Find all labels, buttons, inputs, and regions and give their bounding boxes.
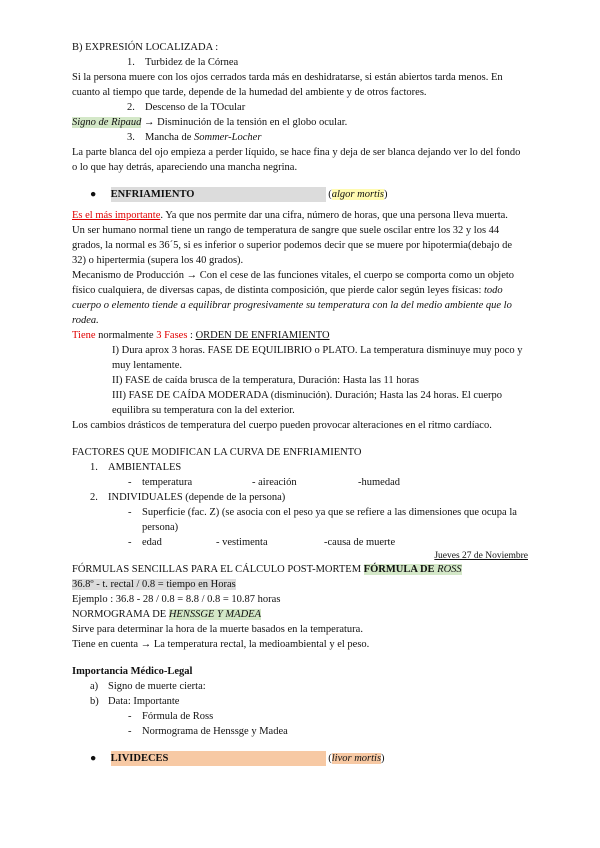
fases-colon: : bbox=[187, 330, 196, 341]
amb-humedad: -humedad bbox=[358, 477, 400, 488]
enfriamiento-title: ENFRIAMIENTO bbox=[111, 187, 326, 202]
list-number: 1. bbox=[90, 462, 98, 473]
dash: - bbox=[128, 507, 132, 518]
mecanismo-text: Mecanismo de Producción → Con el cese de las funciones vitales, el cuerpo se comporta como un objeto físico cualquiera, de diversas capas, de distinta composición, que pierde calor según leyes físicas: bbox=[72, 270, 515, 296]
ambientales-label: AMBIENTALES bbox=[108, 462, 182, 473]
list-item-turbidez bbox=[72, 55, 528, 70]
tiene-red: Tiene bbox=[72, 330, 96, 341]
individuales-superficie bbox=[72, 505, 528, 535]
list-number: 1. bbox=[127, 57, 135, 68]
signo-ripaud-text: → Disminución de la tensión en el globo ocular. bbox=[144, 117, 348, 128]
list-text: Descenso de la TOcular bbox=[145, 102, 246, 113]
fase-2: II) FASE de caída brusca de la temperatura, Duración: Hasta las 11 horas bbox=[112, 375, 420, 386]
fase-3: III) FASE DE CAÍDA MODERADA (disminución). Duración; Hasta las 24 horas. El cuerpo equilibra su temperatura con la del exterior. bbox=[112, 390, 502, 416]
bullet-icon: ● bbox=[90, 753, 97, 764]
list-letter: a) bbox=[90, 681, 99, 692]
list-item-mancha bbox=[72, 130, 528, 145]
importancia-b-text: Data: Importante bbox=[108, 696, 180, 707]
factores-individuales bbox=[72, 490, 528, 505]
enfriamiento-heading bbox=[72, 187, 528, 202]
importancia-b bbox=[72, 694, 528, 709]
normograma-tiene: Tiene en cuenta → La temperatura rectal, la medioambiental y el peso. bbox=[72, 639, 370, 650]
ind-causa: -causa de muerte bbox=[324, 537, 396, 548]
paren-open: ( bbox=[328, 753, 332, 764]
importancia-ross bbox=[72, 709, 528, 724]
livor-mortis: livor mortis bbox=[331, 753, 382, 764]
individuales-list bbox=[72, 535, 528, 550]
paragraph-mecanismo bbox=[72, 268, 528, 328]
amb-aireacion: - aireación bbox=[252, 477, 297, 488]
importante-rest: . Ya que nos permite dar una cifra, número de horas, que una persona lleva muerta. bbox=[160, 210, 508, 221]
ross-text: Fórmula de Ross bbox=[142, 711, 214, 722]
list-text: Mancha de bbox=[145, 132, 194, 143]
ind-vestimenta: - vestimenta bbox=[216, 537, 268, 548]
list-number: 2. bbox=[127, 102, 135, 113]
tiene-mid: normalmente bbox=[95, 330, 157, 341]
paragraph-mancha: La parte blanca del ojo empieza a perder líquido, se hace fina y deja de ser blanca dejando ver lo del fondo o lo que hay detrás, apareciendo una mancha negrina. bbox=[72, 147, 521, 173]
section-b-title: B) EXPRESIÓN LOCALIZADA : bbox=[72, 42, 219, 53]
signo-ripaud-highlight: Signo de Ripaud bbox=[72, 117, 142, 128]
normograma-text: Normograma de Henssge y Madea bbox=[142, 726, 288, 737]
list-letter: b) bbox=[90, 696, 99, 707]
paragraph-cambios: Los cambios drásticos de temperatura del cuerpo pueden provocar alteraciones en el ritmo cardíaco. bbox=[72, 420, 492, 431]
paragraph-temperatura: Un ser humano normal tiene un rango de temperatura de sangre que suele oscilar entre los 32 y los 44 grados, la normal es 36´5, si es inferior o superior podemos decir que se muere por hipotermia(debajo de 32) o hipertermia (supera los 40 grados). bbox=[72, 225, 512, 266]
algor-mortis: algor mortis bbox=[331, 189, 384, 200]
formula-ejemplo: Ejemplo : 36.8 - 28 / 0.8 = 8.8 / 0.8 = 10.87 horas bbox=[72, 594, 281, 605]
ind-edad: edad bbox=[142, 537, 162, 548]
list-item-descenso bbox=[72, 100, 528, 115]
formulas-title-text: FÓRMULAS SENCILLAS PARA EL CÁLCULO POST-MORTEM bbox=[72, 564, 364, 575]
importancia-title: Importancia Médico-Legal bbox=[72, 666, 193, 677]
individuales-label: INDIVIDUALES (depende de la persona) bbox=[108, 492, 286, 503]
normograma-names: HENSSGE Y MADEA bbox=[168, 609, 262, 620]
amb-temperatura: temperatura bbox=[142, 477, 193, 488]
formula-ross bbox=[72, 577, 528, 592]
factores-ambientales bbox=[72, 460, 528, 475]
factores-title: FACTORES QUE MODIFICAN LA CURVA DE ENFRIAMIENTO bbox=[72, 447, 362, 458]
normograma-line bbox=[72, 607, 528, 622]
dash: - bbox=[128, 711, 132, 722]
formulas-title bbox=[72, 562, 528, 577]
paren-close: ) bbox=[383, 189, 388, 200]
date-label: Jueves 27 de Noviembre bbox=[434, 551, 528, 561]
fases-red: 3 Fases bbox=[156, 330, 188, 341]
importancia-a bbox=[72, 679, 528, 694]
fases-line bbox=[72, 328, 528, 343]
lividedes-title: LIVIDECES bbox=[111, 751, 326, 766]
importante-red: Es el más importante bbox=[72, 210, 161, 221]
paragraph-cornea: Si la persona muere con los ojos cerrados tarda más en deshidratarse, si están abiertos tarda menos. En cuanto al tiempo que tarde, depende de la humedad del ambiente y de otros factores. bbox=[72, 72, 503, 98]
importancia-normograma bbox=[72, 724, 528, 739]
list-number: 3. bbox=[127, 132, 135, 143]
lividedes-heading bbox=[72, 751, 528, 766]
list-text: Turbidez de la Córnea bbox=[145, 57, 239, 68]
formula-ross-text: 36.8º - t. rectal / 0.8 = tiempo en Horas bbox=[72, 579, 236, 590]
paren-open: ( bbox=[328, 189, 332, 200]
orden-enfriamiento: ORDEN DE ENFRIAMIENTO bbox=[195, 330, 330, 341]
document-page bbox=[72, 40, 528, 766]
paren-close: ) bbox=[381, 753, 385, 764]
formula-ross-label: FÓRMULA DE bbox=[363, 564, 438, 575]
fase-1: I) Dura aprox 3 horas. FASE DE EQUILIBRIO o PLATO. La temperatura disminuye muy poco y muy lentamente. bbox=[112, 345, 523, 371]
mecanismo-italic: todo cuerpo o elemento tiende a equilibrar progresivamente su temperatura con la del medio ambiente que lo rodea. bbox=[72, 285, 512, 326]
dash: - bbox=[128, 477, 132, 488]
list-text-italic: Sommer-Locher bbox=[193, 132, 262, 143]
paragraph-importante bbox=[72, 208, 528, 223]
bullet-icon: ● bbox=[90, 189, 97, 200]
importancia-a-text: Signo de muerte cierta: bbox=[108, 681, 206, 692]
normograma-label: NORMOGRAMA DE bbox=[72, 609, 169, 620]
normograma-sirve: Sirve para determinar la hora de la muerte basados en la temperatura. bbox=[72, 624, 363, 635]
superficie-text: Superficie (fac. Z) (se asocia con el peso ya que se refiere a las dimensiones que ocupa la persona) bbox=[142, 507, 517, 533]
list-number: 2. bbox=[90, 492, 98, 503]
formula-ross-name: ROSS bbox=[437, 564, 462, 575]
ambientales-list bbox=[72, 475, 528, 490]
dash: - bbox=[128, 537, 132, 548]
signo-ripaud-line bbox=[72, 115, 528, 130]
dash: - bbox=[128, 726, 132, 737]
